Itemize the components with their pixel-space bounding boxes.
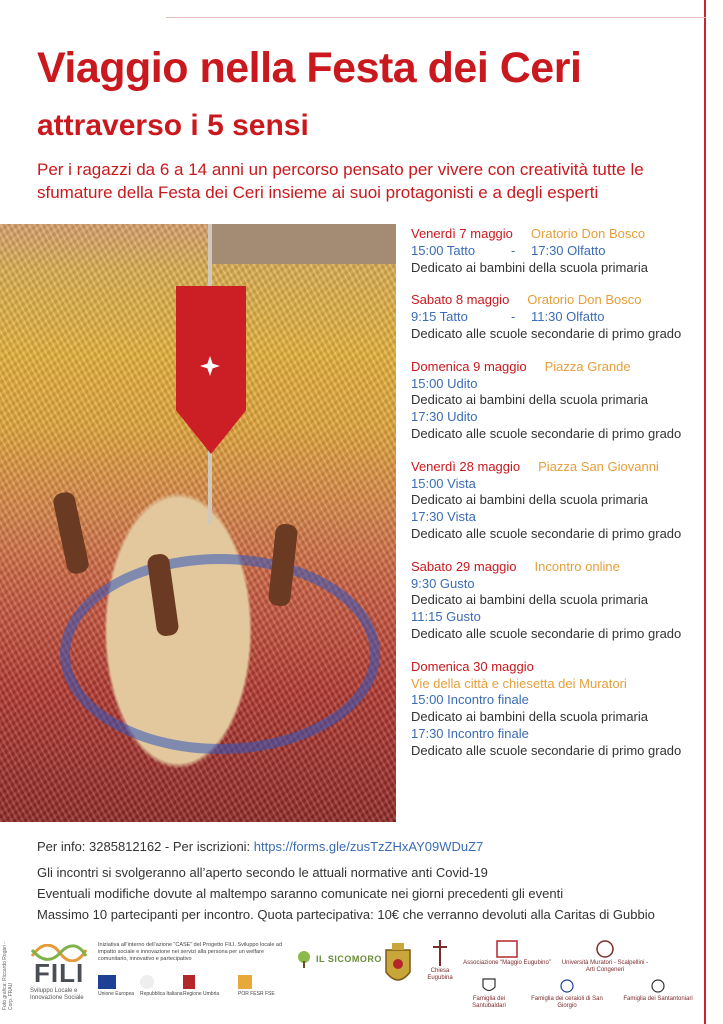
event-date: Domenica 9 maggio bbox=[411, 358, 527, 374]
crowd-blue-arc bbox=[60, 554, 380, 754]
event-date: Domenica 30 maggio bbox=[411, 658, 534, 674]
info-weather-note: Eventuali modifiche dovute al maltempo saranno comunicate nei giorni precedenti gli eventi bbox=[37, 886, 564, 901]
event-date: Sabato 8 maggio bbox=[411, 292, 510, 308]
cross-icon bbox=[430, 940, 450, 966]
partner-label: Famiglia dei Santantoniari bbox=[623, 996, 693, 1002]
partner-label: Famiglia dei ceraioli di San Giorgio bbox=[531, 996, 603, 1009]
contact-text: Per info: 3285812162 - Per iscrizioni: bbox=[37, 839, 254, 854]
event-item bbox=[411, 659, 711, 760]
event-place: Oratorio Don Bosco bbox=[530, 226, 646, 241]
event-audience: Dedicato alle scuole secondarie di primo grado bbox=[411, 425, 682, 441]
poster-title: Viaggio nella Festa dei Ceri bbox=[37, 44, 582, 92]
logo-eu-label: Unione Europea bbox=[98, 991, 135, 997]
event-audience: Dedicato ai bambini della scuola primaria bbox=[411, 259, 649, 275]
event-audience: Dedicato alle scuole secondarie di primo grado bbox=[411, 325, 682, 341]
logo-umbria bbox=[183, 975, 219, 997]
institutional-logos bbox=[98, 975, 293, 1007]
logo-umbria-label: Regione Umbria bbox=[183, 991, 220, 997]
event-date: Venerdì 7 maggio bbox=[411, 226, 513, 241]
event-place: Incontro online bbox=[534, 558, 620, 574]
logo-por-label: POR FESR FSE bbox=[238, 991, 275, 997]
association-emblem-icon bbox=[495, 940, 519, 958]
session-time: 17:30 Incontro finale bbox=[411, 725, 529, 741]
eu-flag-icon bbox=[98, 975, 116, 989]
partner-label: Associazione “Maggio Eugubino” bbox=[463, 960, 551, 966]
fili-wordmark: FILI bbox=[34, 958, 85, 988]
family-emblem-icon bbox=[482, 978, 496, 994]
session-time: 9:30 Gusto bbox=[411, 575, 475, 591]
event-audience: Dedicato alle scuole secondarie di primo grado bbox=[411, 625, 682, 641]
session-time: 17:30 Olfatto bbox=[531, 242, 606, 258]
session-separator: - bbox=[511, 242, 516, 258]
session-time: 15:00 Vista bbox=[411, 475, 476, 491]
event-place: Piazza Grande bbox=[544, 358, 631, 374]
umbria-emblem-icon bbox=[183, 975, 195, 989]
event-audience: Dedicato ai bambini della scuola primaria bbox=[411, 392, 649, 408]
fili-tagline: Sviluppo Locale e Innovazione Sociale bbox=[30, 988, 84, 1001]
event-item bbox=[411, 359, 711, 443]
info-covid-note: Gli incontri si svolgeranno all’aperto secondo le attuali normative anti Covid-19 bbox=[37, 865, 488, 880]
event-place: Piazza San Giovanni bbox=[538, 458, 659, 474]
cero-statue bbox=[52, 491, 91, 576]
info-fee-note: Massimo 10 partecipanti per incontro. Quota partecipativa: 10€ che verranno devoluti alla Caritas di Gubbio bbox=[37, 907, 655, 922]
fili-logo bbox=[30, 944, 92, 1012]
event-item bbox=[411, 292, 711, 342]
partner-san-giorgio bbox=[524, 978, 610, 1010]
event-place: Vie della città e chiesetta dei Muratori bbox=[411, 675, 627, 691]
event-date: Venerdì 28 maggio bbox=[411, 458, 521, 474]
guild-emblem-icon bbox=[594, 940, 616, 958]
session-time: 17:30 Udito bbox=[411, 409, 478, 425]
intro-text: Per i ragazzi da 6 a 14 anni un percorso pensato per vivere con creatività tutte le sfumature della Festa dei Ceri insieme ai suoi protagonisti e a degli esperti bbox=[37, 160, 644, 202]
sicomoro-logo bbox=[296, 950, 382, 968]
sicomoro-label: IL SICOMORO bbox=[316, 954, 382, 964]
festa-dei-ceri-photo bbox=[0, 224, 396, 822]
event-audience: Dedicato ai bambini della scuola primaria bbox=[411, 592, 649, 608]
photo-credit: Foto grafica: Riccardo Rogari - Corp. FRAU bbox=[2, 941, 14, 1010]
por-fesr-icon bbox=[238, 975, 252, 989]
event-audience: Dedicato ai bambini della scuola primaria bbox=[411, 492, 649, 508]
page-border-top bbox=[166, 17, 706, 18]
session-time: 17:30 Vista bbox=[411, 509, 476, 525]
event-place: Oratorio Don Bosco bbox=[527, 292, 642, 308]
poster-subtitle: attraverso i 5 sensi bbox=[37, 109, 309, 142]
contact-line bbox=[37, 836, 707, 857]
logo-eu bbox=[98, 975, 134, 997]
event-date: Sabato 29 maggio bbox=[411, 558, 517, 574]
italy-emblem-icon bbox=[140, 975, 154, 989]
event-item bbox=[411, 559, 711, 643]
family-emblem-icon bbox=[651, 978, 665, 994]
partner-label: Famiglia dei Santubaldari bbox=[472, 996, 506, 1009]
session-time: 15:00 Tatto bbox=[411, 242, 476, 258]
partner-chiesa bbox=[420, 940, 460, 982]
info-block bbox=[37, 836, 707, 925]
gubbio-crest-icon bbox=[383, 942, 413, 990]
session-time: 11:30 Olfatto bbox=[531, 309, 605, 325]
partner-universita bbox=[560, 940, 650, 974]
partner-label: Università Muratori - Scalpellini - Arti Congeneri bbox=[561, 960, 649, 973]
event-item bbox=[411, 459, 711, 543]
schedule bbox=[411, 226, 711, 776]
session-separator: - bbox=[511, 309, 516, 325]
session-time: 11:15 Gusto bbox=[411, 609, 481, 625]
event-audience: Dedicato ai bambini della scuola primaria bbox=[411, 709, 649, 725]
registration-link[interactable]: https://forms.gle/zusTzZHxAY09WDuZ7 bbox=[253, 839, 484, 854]
palace-wall bbox=[210, 224, 396, 264]
tree-icon bbox=[296, 950, 312, 968]
logo-italy-label: Repubblica Italiana bbox=[140, 991, 183, 997]
partner-santubaldari bbox=[458, 978, 520, 1010]
logo-por bbox=[238, 975, 275, 997]
event-audience: Dedicato alle scuole secondarie di primo grado bbox=[411, 742, 682, 758]
partner-label: Chiesa Eugubina bbox=[427, 968, 453, 981]
logo-italy bbox=[140, 975, 183, 997]
event-audience: Dedicato alle scuole secondarie di primo grado bbox=[411, 525, 682, 541]
partner-maggio bbox=[462, 940, 552, 967]
session-row bbox=[411, 243, 711, 260]
session-row bbox=[411, 309, 711, 326]
event-item bbox=[411, 226, 711, 276]
session-time: 9:15 Tatto bbox=[411, 309, 468, 325]
fili-project-description: Iniziativa all’interno dell’azione “CASE” del Progetto FILI. Sviluppo locale ad impatto sociale e innovazione nei servizi alla persona per un welfare comunitario, innovativo e partecipativo bbox=[98, 942, 283, 962]
family-emblem-icon bbox=[560, 978, 574, 994]
session-time: 15:00 Incontro finale bbox=[411, 692, 529, 708]
partner-santantoniari bbox=[614, 978, 702, 1003]
session-time: 15:00 Udito bbox=[411, 375, 478, 391]
